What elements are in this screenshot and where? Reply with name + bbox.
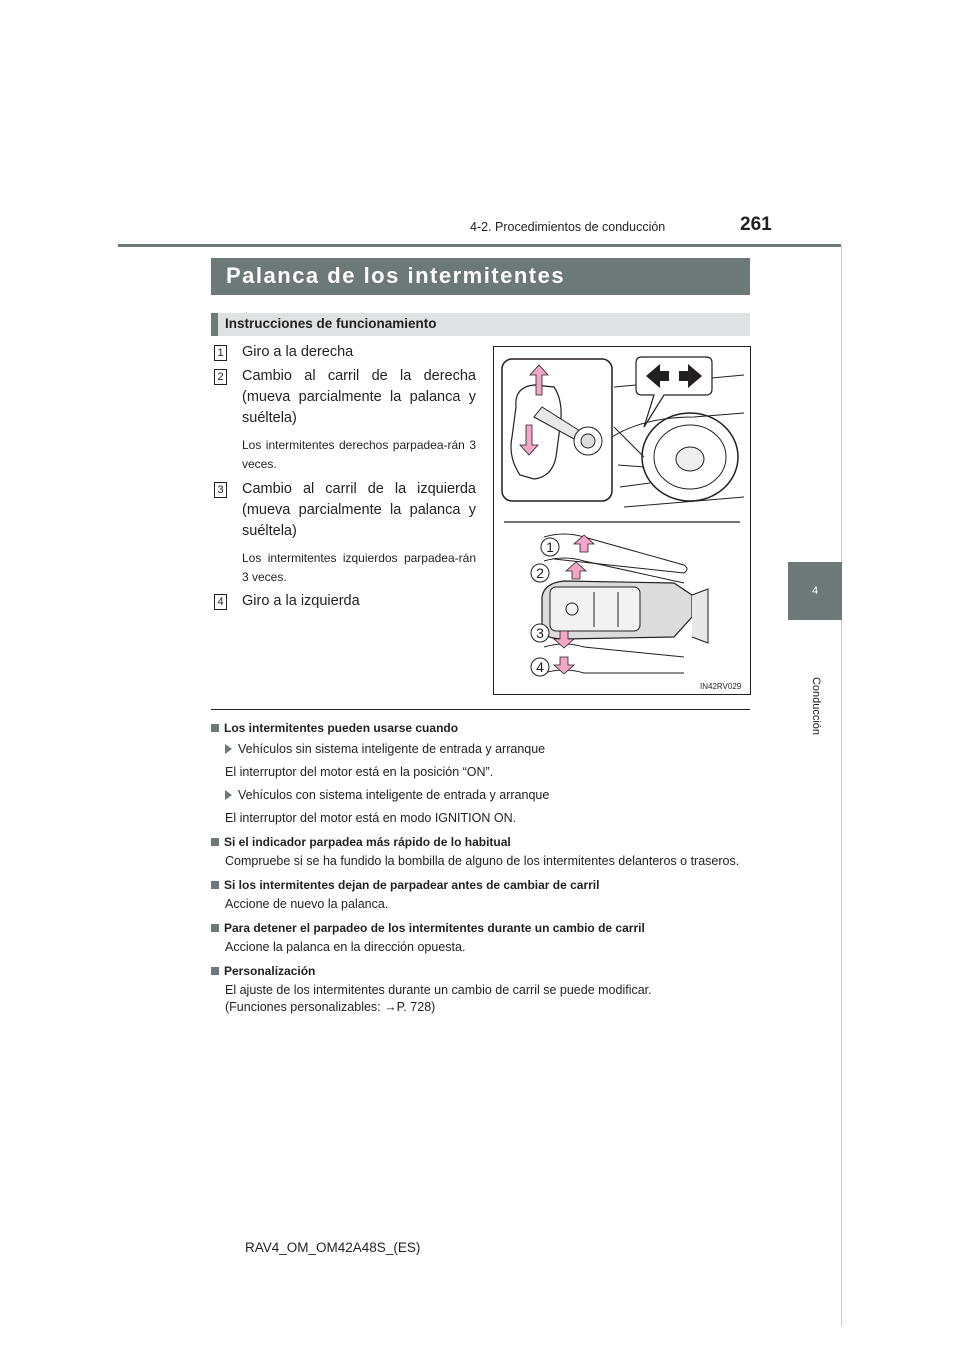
triangle-bullet-icon [225, 790, 232, 800]
title-bar [211, 258, 750, 295]
square-icon [211, 881, 219, 889]
square-icon [211, 967, 219, 975]
note-line: El interruptor del motor está en la posición “ON”. [225, 765, 494, 779]
item-text-3: Cambio al carril de la izquierda (mueva parcialmente la palanca y suéltela) [242, 481, 476, 539]
item-number-2: 2 [214, 369, 227, 385]
note-heading-3: Si los intermitentes dejan de parpadear antes de cambiar de carril [224, 878, 600, 892]
callout-3: 3 [536, 625, 544, 641]
note-line: Accione la palanca en la dirección opuesta. [225, 940, 466, 954]
note-block-5 [211, 964, 750, 1016]
note-block-3 [211, 878, 750, 913]
item-number-4: 4 [214, 594, 227, 610]
chapter-label: Conducción [810, 676, 822, 736]
note-line: El ajuste de los intermitentes durante un cambio de carril se puede modificar. [225, 983, 652, 997]
item-text-4: Giro a la izquierda [242, 593, 360, 609]
note-line: Accione de nuevo la palanca. [225, 897, 389, 911]
note-line: Compruebe si se ha fundido la bombilla de alguno de los intermitentes delanteros o traseros. [225, 854, 740, 868]
item-number-3: 3 [214, 482, 227, 498]
note-block-1 [211, 721, 750, 827]
note-heading-4: Para detener el parpadeo de los intermitentes durante un cambio de carril [224, 921, 645, 935]
notes [211, 721, 750, 1016]
note-line: Vehículos con sistema inteligente de entrada y arranque [238, 788, 550, 802]
subheading-marker [211, 313, 218, 336]
item-note-3: Los intermitentes izquierdos parpadea-rán 3 veces. [242, 551, 476, 584]
section-rule [211, 709, 750, 710]
note-line: (Funciones personalizables: →P. 728) [225, 1000, 436, 1014]
item-text-1: Giro a la derecha [242, 344, 354, 360]
item-note-2: Los intermitentes derechos parpadea-rán 3 veces. [242, 438, 476, 471]
lever-diagram [494, 347, 750, 694]
turn-signal-illustration [493, 346, 751, 695]
square-icon [211, 838, 219, 846]
page-number: 261 [740, 214, 772, 235]
note-line: El interruptor del motor está en modo IGNITION ON. [225, 811, 517, 825]
note-line: Vehículos sin sistema inteligente de entrada y arranque [238, 742, 546, 756]
item-text-2: Cambio al carril de la derecha (mueva parcialmente la palanca y suéltela) [242, 368, 476, 426]
square-icon [211, 724, 219, 732]
callout-1: 1 [546, 539, 554, 555]
subheading-bar [211, 313, 750, 336]
illustration-code: IN42RV029 [700, 682, 742, 691]
item-number-1: 1 [214, 345, 227, 361]
note-block-4 [211, 921, 750, 956]
square-icon [211, 924, 219, 932]
note-heading-5: Personalización [224, 964, 316, 978]
note-heading-2: Si el indicador parpadea más rápido de lo habitual [224, 835, 511, 849]
section-title: 4-2. Procedimientos de conducción [470, 220, 666, 234]
callout-4: 4 [536, 659, 544, 675]
page-title: Palanca de los intermitentes [226, 263, 566, 288]
note-heading-1: Los intermitentes pueden usarse cuando [224, 721, 459, 735]
chapter-tab: 4 [788, 562, 842, 620]
header-rule [118, 244, 841, 247]
document-code: RAV4_OM_OM42A48S_(ES) [245, 1240, 421, 1255]
callout-2: 2 [536, 565, 544, 581]
triangle-bullet-icon [225, 744, 232, 754]
side-divider [841, 246, 842, 1326]
subheading: Instrucciones de funcionamiento [225, 316, 437, 331]
note-block-2 [211, 835, 750, 870]
